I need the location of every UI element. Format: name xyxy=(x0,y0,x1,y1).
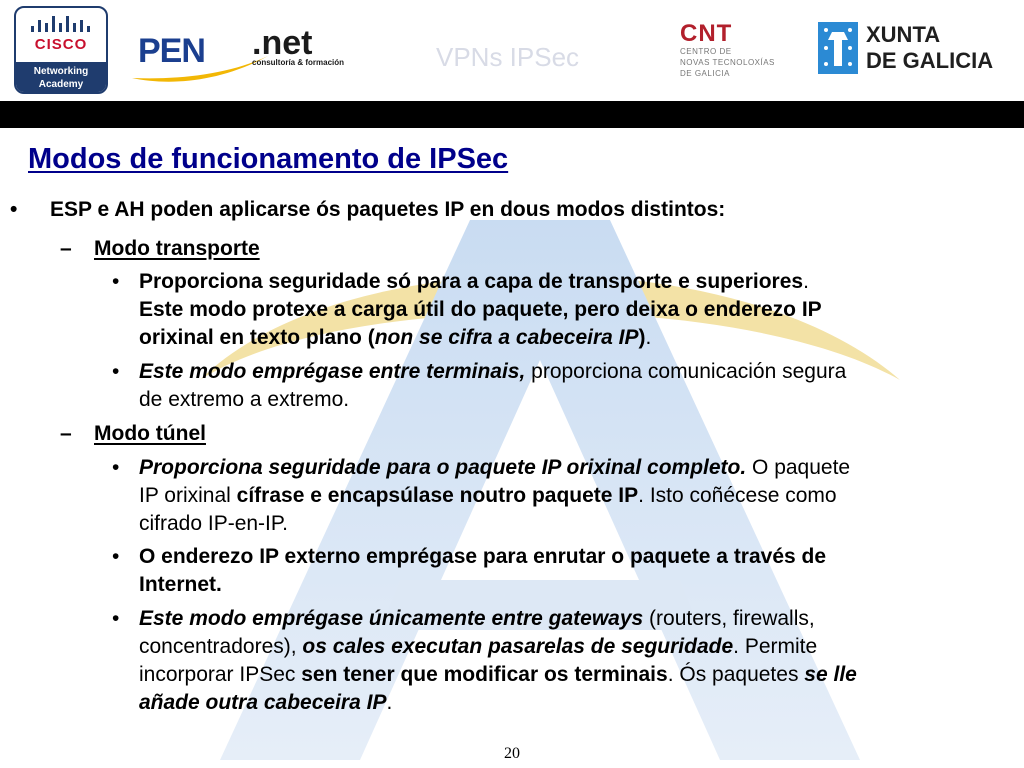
intro-text: ESP e AH poden aplicarse ós paquetes IP en dous modos distintos: xyxy=(50,198,726,221)
text-run: añade outra cabeceira IP xyxy=(139,691,387,714)
bullet-marker: • xyxy=(10,198,18,221)
transport-mode-label: Modo transporte xyxy=(94,237,260,260)
text-run: cifrado IP-en-IP. xyxy=(139,512,289,535)
text-run: . xyxy=(803,270,809,293)
galicia-shield-icon xyxy=(818,22,858,74)
cisco-band-line-2: Academy xyxy=(38,79,84,90)
text-run: . Permite xyxy=(733,635,818,658)
cnt-line-1: CENTRO DE xyxy=(680,47,732,56)
text-run: de extremo a extremo. xyxy=(139,388,350,411)
text-run: O paquete xyxy=(746,456,851,479)
transport-bullet-1-text xyxy=(139,268,1009,352)
networking-academy-band xyxy=(16,62,106,94)
bullet-marker: • xyxy=(112,607,120,630)
text-run: Internet. xyxy=(139,573,222,596)
text-run: IP orixinal xyxy=(139,484,237,507)
text-run: . xyxy=(645,326,652,349)
pen-net-logo xyxy=(130,22,360,86)
text-run: O enderezo IP externo emprégase para enrutar o paquete a través de xyxy=(139,545,827,568)
cnt-line-3: DE GALICIA xyxy=(680,69,730,78)
xunta-line-2: DE GALICIA xyxy=(866,48,994,73)
text-run: proporciona comunicación segura xyxy=(525,360,847,383)
bullet-marker: • xyxy=(112,456,120,479)
text-run: ) xyxy=(638,326,646,349)
dash-marker: – xyxy=(60,422,72,445)
cnt-mark: CNT xyxy=(680,20,733,47)
text-run: sen tener que modificar os terminais xyxy=(301,663,668,686)
text-run: (routers, firewalls, xyxy=(643,607,815,630)
text-run: Este modo emprégase entre terminais, xyxy=(139,360,526,383)
text-run: os cales executan pasarelas de seguridade xyxy=(302,635,734,658)
tunnel-bullet-1-text xyxy=(139,454,1009,538)
text-run: Este modo emprégase únicamente entre gateways xyxy=(139,607,644,630)
text-run: se lle xyxy=(804,663,857,686)
cisco-wordmark: CISCO xyxy=(34,36,88,53)
bullet-marker: • xyxy=(112,360,120,383)
tunnel-bullet-3-text xyxy=(139,605,1009,717)
header-divider-bar xyxy=(0,101,1024,128)
pen-tagline: consultoría & formación xyxy=(252,58,345,67)
text-run: . Isto coñécese como xyxy=(638,484,837,507)
text-run: incorporar IPSec xyxy=(139,663,302,686)
xunta-wordmark xyxy=(866,22,993,74)
bullet-marker: • xyxy=(112,270,120,293)
bullet-marker: • xyxy=(112,545,120,568)
cisco-networking-academy-logo xyxy=(14,6,108,94)
tunnel-bullet-2-text xyxy=(139,543,1009,599)
text-run: concentradores), xyxy=(139,635,303,658)
cisco-bars-icon xyxy=(30,16,92,34)
slide-title: Modos de funcionamento de IPSec xyxy=(28,143,509,175)
slide-header xyxy=(0,0,1024,100)
transport-bullet-2-text xyxy=(139,358,1009,414)
xunta-de-galicia-logo xyxy=(818,22,998,74)
text-run: non se cifra a cabeceira IP xyxy=(374,326,639,349)
text-run: . xyxy=(386,691,393,714)
page-number: 20 xyxy=(504,745,520,762)
cisco-band-line-1: Networking xyxy=(33,66,89,77)
pen-net-suffix: .net xyxy=(252,24,313,62)
text-run: Proporciona seguridade só para a capa de transporte e superiores xyxy=(139,270,804,293)
text-run: Este modo protexe a carga útil do paquete, pero deixa o enderezo IP xyxy=(139,298,822,321)
xunta-line-1: XUNTA xyxy=(866,22,941,47)
pen-wordmark: PEN xyxy=(138,32,205,70)
text-run: cífrase e encapsúlase noutro paquete IP xyxy=(236,484,639,507)
dash-marker: – xyxy=(60,237,72,260)
text-run: Proporciona seguridade para o paquete IP orixinal completo. xyxy=(139,456,747,479)
header-title: VPNs IPSec xyxy=(436,42,580,72)
text-run: orixinal en texto plano ( xyxy=(139,326,375,349)
text-run: . Ós paquetes xyxy=(667,663,805,686)
cnt-logo xyxy=(678,18,798,78)
tunnel-mode-label: Modo túnel xyxy=(94,422,206,445)
cnt-line-2: NOVAS TECNOLOXÍAS xyxy=(680,58,775,67)
cnt-subtitle xyxy=(680,46,775,79)
